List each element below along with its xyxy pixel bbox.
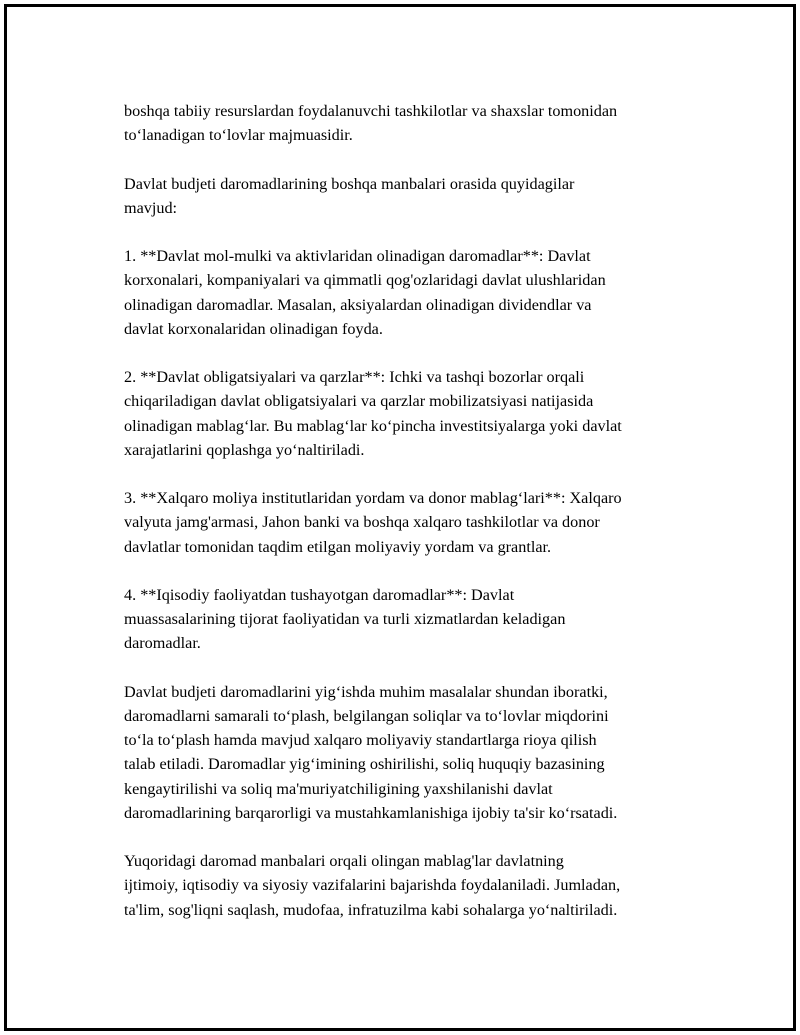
paragraph-usage: Yuqoridagi daromad manbalari orqali olingan mablag'lar davlatning ijtimoiy, iqtisodiy va siyosiy vazifalarini bajarishda foydalaniladi. Jumladan, ta'lim, sog'liqni saqlash, mudofaa, infratuzilma kabi sohalarga yo‘naltiriladi. xyxy=(124,852,621,919)
list-item-3: 3. **Xalqaro moliya institutlaridan yordam va donor mablag‘lari**: Xalqaro valyuta jamg'armasi, Jahon banki va boshqa xalqaro tashkilotlar va donor davlatlar tomonidan taqdim etilgan moliyaviy yordam va grantlar. xyxy=(124,489,622,556)
list-item-2: 2. **Davlat obligatsiyalari va qarzlar**: Ichki va tashqi bozorlar orqali chiqariladigan davlat obligatsiyalari va qarzlar mobilizatsiyasi natijasida olinadigan mablag‘lar. Bu mablag‘lar ko‘pincha investitsiyalarga yoki davlat xarajatlarini qoplashga yo‘naltiriladi. xyxy=(124,368,622,459)
page-frame xyxy=(4,4,796,1031)
paragraph-intro: Davlat budjeti daromadlarining boshqa manbalari orasida quyidagilar mavjud: xyxy=(124,174,575,217)
document-body xyxy=(124,99,702,922)
paragraph-collection-issues: Davlat budjeti daromadlarini yig‘ishda muhim masalalar shundan iboratki, daromadlarni samarali to‘plash, belgilangan soliqlar va to‘lovlar miqdorini to‘la to‘plash hamda mavjud xalqaro moliyaviy standartlarga rioya qilish talab etiladi. Daromadlar yig‘imining oshirilishi, soliq huquqiy bazasining kengaytirilishi va soliq ma'muriyatchiligining yaxshilanishi davlat daromadlarining barqarorligi va mustahkamlanishiga ijobiy ta'sir ko‘rsatadi. xyxy=(124,682,618,822)
list-item-1: 1. **Davlat mol-mulki va aktivlaridan olinadigan daromadlar**: Davlat korxonalari, kompaniyalari va qimmatli qog'ozlaridagi davlat ulushlaridan olinadigan daromadlar. Masalan, aksiyalardan olinadigan dividendlar va davlat korxonalaridan olinadigan foyda. xyxy=(124,247,606,338)
list-item-4: 4. **Iqisodiy faoliyatdan tushayotgan daromadlar**: Davlat muassasalarining tijorat faoliyatidan va turli xizmatlardan keladigan daromadlar. xyxy=(124,585,566,653)
paragraph-continuation: boshqa tabiiy resurslardan foydalanuvchi tashkilotlar va shaxslar tomonidan to‘lanadigan to‘lovlar majmuasidir. xyxy=(124,102,618,145)
